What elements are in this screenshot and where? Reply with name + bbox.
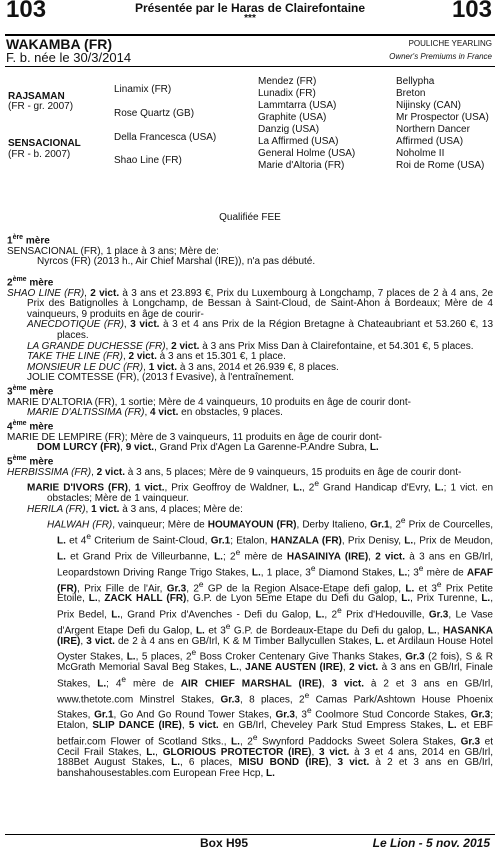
horse-name: WAKAMBA (FR): [6, 36, 113, 52]
gen2-item: Shao Line (FR): [114, 155, 182, 166]
sex-type: POULICHE YEARLING: [408, 39, 492, 48]
gen3-item: Graphite (USA): [258, 112, 327, 123]
gen4-item: Nijinsky (CAN): [396, 100, 461, 111]
dam-name: SENSACIONAL: [8, 138, 81, 149]
sire-name: RAJSAMAN: [8, 91, 65, 102]
gen2-item: Linamix (FR): [114, 84, 172, 95]
gen3-item: General Holme (USA): [258, 148, 356, 159]
produce-line: DOM LURCY (FR), 9 vict., Grand Prix d'Agen La Garenne-P.Andre Subra, L.: [37, 442, 379, 454]
gen3-item: Lunadix (FR): [258, 88, 316, 99]
produce-line: JOLIE COMTESSE (FR), (2013 f Evasive), à l'entraînement.: [27, 372, 294, 384]
section-heading-4: 4ème mère: [7, 419, 54, 433]
section-heading-3: 3ème mère: [7, 384, 54, 398]
gen2-item: Della Francesca (USA): [114, 132, 217, 143]
sire-info: (FR - gr. 2007): [8, 101, 74, 112]
page-header: [0, 0, 500, 34]
gen2-item: Rose Quartz (GB): [114, 108, 195, 119]
section-heading-2: 2ème mère: [7, 275, 54, 289]
produce-line: HERILA (FR), 1 vict. à 3 ans, 4 places; Mère de:: [27, 503, 243, 515]
dam-info: (FR - b. 2007): [8, 149, 71, 160]
gen4-item: Mr Prospector (USA): [396, 112, 489, 123]
owner-tag: Owner's Premiums in France: [389, 52, 492, 61]
gen3-item: Lammtarra (USA): [258, 100, 337, 111]
produce-line: ANECDOTIQUE (FR), 3 vict. à 3 et 4 ans Prix de la Région Bretagne à Chateaubriant et 53.260 €, 13 places.: [27, 319, 494, 342]
produce-line: Nyrcos (FR) (2013 h., Air Chief Marshal (IRE)), n'a pas débuté.: [37, 256, 316, 268]
catalogue-body: [7, 233, 493, 779]
section-heading-5: 5ème mère: [7, 454, 54, 468]
produce-line: HALWAH (FR), vainqueur; Mère de HOUMAYOUN (FR), Derby Italieno, Gr.1, 2e Prix de Courcelles, L. et 4e Criterium de Saint-Cloud, Gr.1; Etalon, HANZALA (FR), Prix Denisy, L., Prix de Meudon, L. et Grand Prix de Villeurbanne, L.; 2e mère de HASAINIYA (IRE), 2 vict. à 3 ans en GB/Irl, Leopardstown Driving Range Trigo Stakes, L., 1 place, 3e Diamond Stakes, L.; 3e mère de AFAF (FR), Prix Fille de l'Air, Gr.3, 2e GP de la Region Alsace-Etape defi galop, L. et 3e Prix Petite Etoile, L., ZACK HALL (FR), G.P. de Lyon 5Eme Etape du Defi du Galop, L., Prix Turenne, L., Prix Bedel, L., Grand Prix d'Avenches - Defi du Galop, L., 2e Prix d'Hedouville, Gr.3, Le Vase d'Argent Etape Defi du Galop, L. et 3e G.P. de Bordeaux-Etape du Defi du galop, L., HASANKA (IRE), 3 vict. de 2 à 4 ans en GB/Irl, K & M Timber Ballycullen Stakes, L. et Ardilaun House Hotel Oyster Stakes, L., 5 places, 2e Boss Croker Centenary Give Thanks Stakes, Gr.3 (2 fois), S & R McGrath Memorial Saval Beg Stakes, L., JANE AUSTEN (IRE), 2 vict. à 3 ans en GB/Irl, Finale Stakes, L.; 4e mère de AIR CHIEF MARSHAL (IRE), 3 vict. à 2 et 3 ans en GB/Irl, www.thetote.com Minstrel Stakes, Gr.3, 8 places, 2e Camas Park/Ashtown House Phoenix Stakes, Gr.1, Go And Go Round Tower Stakes, Gr.3, 3e Coolmore Stud Concorde Stakes, Gr.3; Etalon, SLIP DANCE (IRE), 5 vict. en GB/Irl, Cheveley Park Stud Empress Stakes, L. et EBF betfair.com Flower of Scotland Stks., L., 2e Swynford Paddocks Sweet Solera Stakes, Gr.3 et Cecil Frail Stakes, L., GLORIOUS PROTECTOR (IRE), 3 vict. à 3 et 4 ans, 2014 en GB/Irl, 188Bet August Stakes, L., 6 places, MISU BOND (IRE), 3 vict. à 2 et 3 ans en GB/Irl, banshahousestables.com European Free Hcp, L.: [47, 515, 494, 779]
gen4-item: Affirmed (USA): [396, 136, 464, 147]
stars: ***: [244, 13, 256, 24]
produce-line: MARIE D'ALTISSIMA (FR), 4 vict. en obstacles, 9 places.: [27, 407, 283, 419]
produce-line: TAKE THE LINE (FR), 2 vict. à 3 ans et 15.301 €, 1 place.: [27, 351, 286, 363]
ancestor-line: MARIE DE LEMPIRE (FR); Mère de 3 vainqueurs, 11 produits en âge de courir dont-: [7, 431, 382, 443]
sale-date: Le Lion - 5 nov. 2015: [372, 836, 490, 850]
produce-line: MARIE D'IVORS (FR), 1 vict., Prix Geoffroy de Waldner, L., 2e Grand Handicap d'Evry, L.; 1 vict. en obstacles; Mère de 1 vainqueur.: [27, 478, 494, 504]
presented-by: Présentée par le Haras de Clairefontaine: [134, 1, 366, 15]
granddam-line: SHAO LINE (FR), 2 vict. à 3 ans et 23.893 €, Prix du Luxembourg à Longchamp, 7 places de 2 à 4 ans, 2e Prix des Batignolles à Longchamp, de Bessan à Saint-Cloud, de Saint-Ahon à Bordeaux; Mère de 4 vainqueurs, 9 produits en âge de courir-: [7, 287, 494, 320]
gen3-item: Danzig (USA): [258, 124, 320, 135]
produce-line: MONSIEUR LE DUC (FR), 1 vict. à 3 ans, 2014 et 26.939 €, 8 places.: [27, 361, 339, 373]
qualification: Qualifiée FEE: [219, 212, 281, 223]
gen4-item: Noholme II: [396, 148, 445, 159]
lot-number-right: 103: [451, 0, 492, 23]
footer-rule: [5, 834, 495, 835]
gen3-item: La Affirmed (USA): [258, 136, 339, 147]
gen4-item: Bellypha: [396, 76, 435, 87]
gen3-item: Mendez (FR): [258, 76, 317, 87]
ancestor-line: MARIE D'ALTORIA (FR), 1 sortie; Mère de 4 vainqueurs, 10 produits en âge de courir dont-: [7, 396, 411, 408]
gen4-item: Northern Dancer: [396, 124, 470, 135]
gen4-item: Breton: [396, 88, 426, 99]
lot-number-left: 103: [6, 0, 47, 23]
box-number: Box H95: [200, 836, 249, 850]
page-footer: [0, 836, 500, 853]
produce-line: LA GRANDE DUCHESSE (FR), 2 vict. à 3 ans Prix Miss Dan à Clairefontaine, et 54.301 €, 5 places.: [27, 340, 474, 352]
gen3-item: Marie d'Altoria (FR): [258, 160, 345, 171]
birth-line: F. b. née le 30/3/2014: [6, 50, 132, 65]
gen4-item: Roi de Rome (USA): [396, 160, 485, 171]
dam-line: SENSACIONAL (FR), 1 place à 3 ans; Mère de:: [7, 245, 219, 257]
section-heading-1: 1ère mère: [7, 234, 50, 247]
ancestor-line: HERBISSIMA (FR), 2 vict. à 3 ans, 5 places; Mère de 9 vainqueurs, 15 produits en âge de courir dont-: [7, 466, 462, 478]
pedigree-rule: [5, 66, 495, 67]
